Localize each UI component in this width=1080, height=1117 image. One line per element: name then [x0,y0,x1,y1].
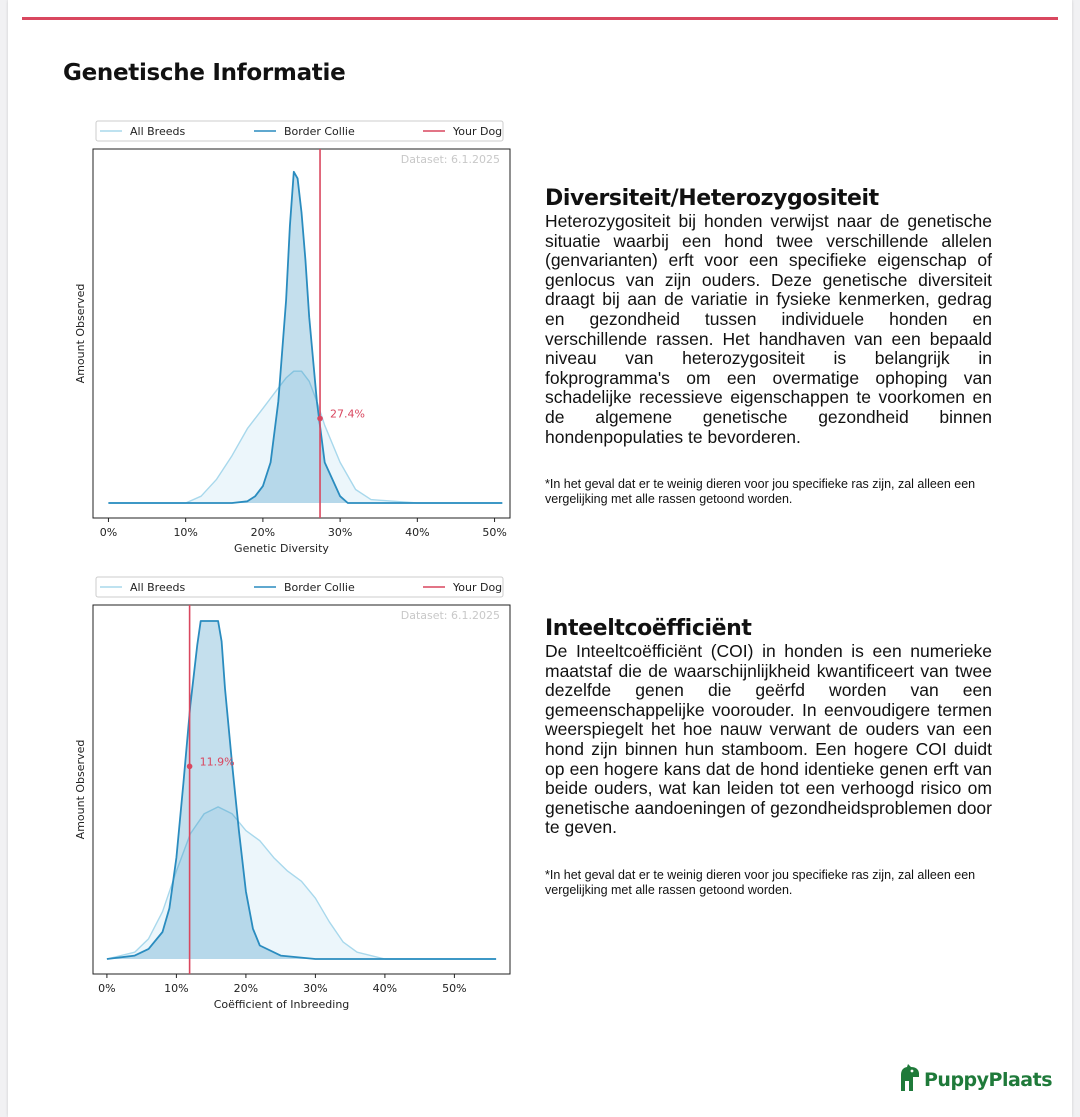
inbreeding-note: *In het geval dat er te weinig dieren voor jou specifieke ras zijn, zal alleen een vergelijking met alle rassen getoond worden. [545,867,976,897]
inbreeding-plot [60,574,520,1019]
page-title: Genetische Informatie [63,60,346,86]
inbreeding-chart [60,574,520,1019]
x-tick-label: 50% [482,526,507,539]
x-tick-label: 0% [99,526,118,539]
your-dog-label: 27.4% [330,407,365,421]
chart-legend [96,121,503,141]
chart-legend [96,577,503,597]
x-tick-label: 20% [233,982,259,995]
inbreeding-heading: Inteeltcoëfficiënt [545,616,752,641]
x-tick-label: 30% [303,982,328,995]
x-tick-label: 20% [250,526,276,539]
diversity-heading: Diversiteit/Heterozygositeit [545,186,879,211]
legend-label: All Breeds [130,581,186,594]
your-dog-marker [187,764,193,770]
x-tick-label: 40% [405,526,430,539]
x-tick-label: 50% [442,982,467,995]
inbreeding-body: De Inteeltcoëfficiënt (COI) in honden is een numerieke maatstaf die de waarschijnlijkheid kwantificeert van twee dezelfde genen die geërfd worden van een gemeenschappelijke voorouder. In eenvoudigere termen weerspiegelt het hoe nauw verwant de ouders van een hond zijn binnen hun stamboom. Een hogere COI duidt op een hogere kans dat de hond identieke genen erft van beide ouders, wat kan leiden tot een verhoogd risico om genetische aandoeningen of gezondheidsproblemen door te geven. [545,641,992,838]
diversity-section [545,186,992,507]
x-tick-label: 40% [372,982,398,995]
legend-label: Border Collie [284,125,355,138]
dataset-label: Dataset: 6.1.2025 [400,609,500,622]
x-tick-label: 30% [327,526,353,539]
legend-label: Border Collie [284,581,355,594]
report-page [8,0,1072,1117]
x-tick-label: 0% [98,982,116,995]
inbreeding-section [545,616,992,898]
x-tick-label: 10% [164,982,189,995]
y-axis-label: Amount Observed [74,283,87,384]
top-divider [22,17,1058,20]
genetic-diversity-chart [60,118,520,563]
y-axis-label: Amount Observed [74,739,87,840]
diversity-note: *In het geval dat er te weinig dieren voor jou specifieke ras zijn, zal alleen een vergelijking met alle rassen getoond worden. [545,477,976,507]
x-axis-label: Genetic Diversity [234,542,329,555]
brand-logo[interactable] [898,1063,1052,1097]
x-tick-label: 10% [173,526,198,539]
legend-label: Your Dog [453,125,503,138]
series-area-breed [108,172,502,503]
diversity-body: Heterozygositeit bij honden verwijst naar de genetische situatie waarbij een hond twee verschillende allelen (genvarianten) erft voor een specifieke eigenschap of genlocus van zijn ouders. Deze genetische diversiteit draagt bij aan de variatie in fysieke kenmerken, gedrag en gezondheid tussen individuele honden en verschillende rassen. Het handhaven van een bepaald niveau van heterozygositeit is belangrijk in fokprogramma's om een overmatige ophoping van schadelijke recessieve eigenschappen te voorkomen en de algemene genetische gezondheid binnen hondenpopulaties te bevorderen. [545,211,992,447]
dataset-label: Dataset: 6.1.2025 [400,153,500,166]
brand-name: PuppyPlaats [924,1069,1053,1091]
x-axis-label: Coëfficient of Inbreeding [213,998,350,1011]
genetic-diversity-plot [60,118,520,563]
your-dog-marker [317,416,323,422]
your-dog-label: 11.9% [199,755,235,769]
legend-label: Your Dog [453,581,503,594]
legend-label: All Breeds [130,125,186,138]
dog-icon [898,1063,922,1097]
